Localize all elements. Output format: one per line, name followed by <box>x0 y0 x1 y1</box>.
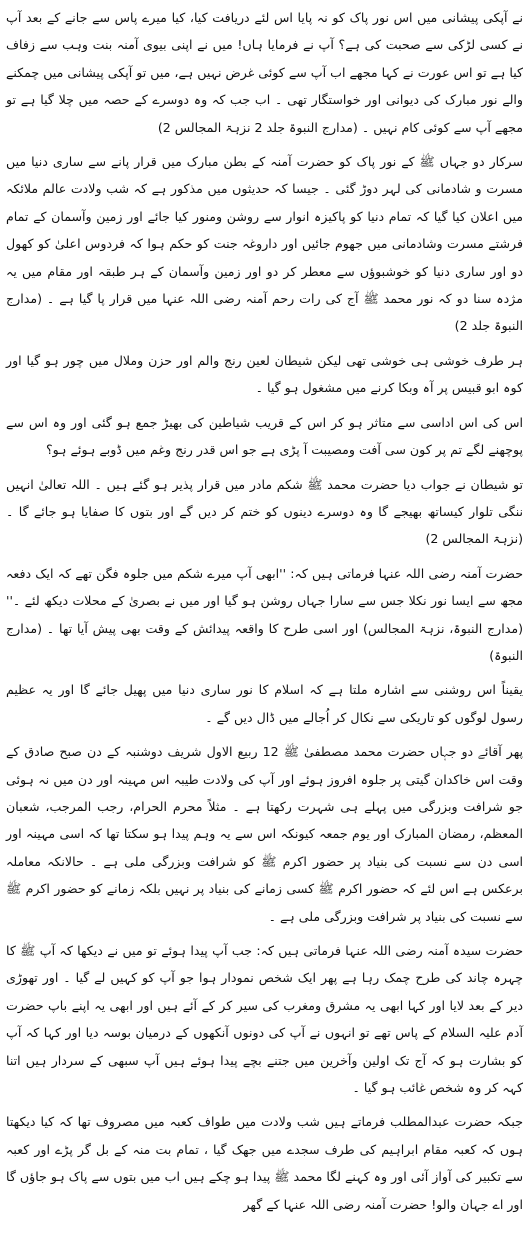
paragraph-conception-celebration: سرکار دو جہاں ﷺ کے نور پاک کو حضرت آمنہ کے بطن مبارک میں قرار پانے سے ساری دنیا میں مسرت و شادمانی کی لہر دوڑ گئی ۔ جیسا کہ حدیثوں میں مذکور ہے کہ شب ولادت عالم ملائکہ میں اعلان کیا گیا کہ تمام دنیا کو پاکیزہ انوار سے روشن ومنور کیا جائے اور زمین وآسمان کے تمام فرشتے مسرت وشادمانی میں جھوم جائیں اور داروغہ جنت کو حکم ہوا کہ فردوس اعلیٰ کو کھول دو اور ساری دنیا کو خوشبوؤں سے معطر کر دو اور زمین وآسمان کے ہر طبقہ اور مقام میں یہ مژدہ سنا دو کہ نور محمد ﷺ آج کی رات رحم آمنہ رضی اللہ عنہا میں قرار پا گیا ہے ۔ (مدارج النبوۃ جلد 2) <box>6 154 523 334</box>
paragraph-amina-light: حضرت آمنہ رضی اللہ عنہا فرماتی ہیں کہ: ''ابھی آپ میرے شکم میں جلوہ فگن تھے کہ ایک دفعہ مجھ سے ایسا نور نکلا جس سے سارا جہاں روشن ہو گیا اور میں نے بصریٰ کے محلات دیکھ لئے ۔'' (مدارج النبوۃ، نزہۃ المجالس) اور اسی طرح کا واقعہ پیدائش کے وقت بھی پیش آیا تھا ۔ (مدارج النبوۃ) <box>6 565 523 663</box>
paragraph-abdul-muttalib: جبکہ حضرت عبدالمطلب فرماتے ہیں شب ولادت میں طواف کعبہ میں مصروف تھا کہ کیا دیکھتا ہوں کہ کعبہ مقام ابراہیم کی طرف سجدے میں جھک گیا ، تمام بت منہ کے بل گر پڑے اور کعبہ سے تکبیر کی آواز آئی اور وہ کہنے لگا محمد ﷺ پیدا ہو چکے ہیں اب میں بتوں سے پاک ہو جاؤں گا اور اے جہان والو! حضرت آمنہ رضی اللہ عنہا کے گھر <box>6 1114 523 1212</box>
paragraph-shaitan-grief: ہر طرف خوشی ہی خوشی تھی لیکن شیطان لعین رنج والم اور حزن وملال میں چور ہو گیا اور کوہ ابو قبیس پر آہ وبکا کرنے میں مشغول ہو گیا ۔ <box>6 352 523 396</box>
paragraph-devils-question: اس کی اس اداسی سے متاثر ہو کر اس کے قریب شیاطین کی بھیڑ جمع ہو گئی اور وہ اس سے پوچھنے لگے تم پر کون سی آفت ومصیبت آ پڑی ہے جو اس قدر رنج وغم میں ڈوبے ہوئے ہو؟ <box>6 414 523 458</box>
paragraph-light-meaning: یقیناً اس روشنی سے اشارہ ملتا ہے کہ اسلام کا نور ساری دنیا میں پھیل جائے گا اور یہ عظیم رسول لوگوں کو تاریکی سے نکال کر اُجالے میں ڈال دیں گے ۔ <box>6 682 523 725</box>
paragraph-nur-story-ending: نے آپکی پیشانی میں اس نور پاک کو نہ پایا اس لئے دریافت کیا، کیا میرے پاس سے جانے کے بعد آپ نے کسی لڑکی سے صحبت کی ہے؟ آپ نے فرمایا ہاں! میں نے اپنی بیوی آمنہ بنت وہب سے زفاف کیا ہے تو اس عورت نے کہا مجھے اب آپ سے کوئی غرض نہیں ہے، میں تو آپکی پیشانی میں چمکنے والے نور مبارک کی دیوانی اور خواستگار تھی ۔ اب جب کہ وہ دوسرے کے حصہ میں چلا گیا ہے تو مجھے آپ سے کوئی کام نہیں ۔ (مدارج النبوۃ جلد 2 نزہۃ المجالس 2) <box>6 10 523 135</box>
paragraph-amina-testimony: حضرت سیدہ آمنہ رضی اللہ عنہا فرماتی ہیں کہ: جب آپ پیدا ہوئے تو میں نے دیکھا کہ آپ ﷺ کا چہرہ چاند کی طرح چمک رہا ہے پھر ایک شخص نمودار ہوا جو آپ کو کہیں لے گیا ۔ اور تھوڑی دیر کے بعد لایا اور کہا ابھی یہ مشرق ومغرب کی سیر کر کے آئے ہیں اور ابھی یہ اپنے باپ حضرت آدم علیہ السلام کے پاس تھے تو انہوں نے آپ کی دونوں آنکھوں کے درمیان بوسہ دیا اور کہا کہ آپ کو بشارت ہو کہ آج تک اولین وآخرین میں جتنے بچے پیدا ہوئے ہیں آپ سبھی کے سردار ہیں اتنا کہہ کر وہ شخص غائب ہو گیا ۔ <box>6 943 523 1096</box>
paragraph-shaitan-answer: تو شیطان نے جواب دیا حضرت محمد ﷺ شکم مادر میں قرار پذیر ہو گئے ہیں ۔ اللہ تعالیٰ انہیں ننگی تلوار کیساتھ بھیجے گا وہ دوسرے دینوں کو ختم کر دیں گے اور بتوں کا صفایا ہو جائے گا ۔ (نزہۃ المجالس 2) <box>6 476 523 547</box>
paragraph-birth-date: پھر آقائے دو جہاں حضرت محمد مصطفیٰ ﷺ 12 ربیع الاول شریف دوشنبہ کے دن صبح صادق کے وقت اس خاکدان گیتی پر جلوہ افروز ہوئے اور آپ کی ولادت طیبہ اس مہینہ اور دن میں نہ ہوئی جو شرافت وبزرگی میں پہلے ہی شہرت رکھتا ہے ۔ مثلاً محرم الحرام، رجب المرجب، شعبان المعظم، رمضان المبارک اور یوم جمعہ کیونکہ اس سے یہ وہم پیدا ہو سکتا تھا کہ اسی مہینہ اور اسی دن سے نسبت کی بنیاد پر حضور اکرم ﷺ کو شرافت وبزرگی ملی ہے ۔ حالانکہ معاملہ برعکس ہے اس لئے کہ حضور اکرم ﷺ کسی زمانے کی بنیاد پر نہیں بلکہ زمانے کو حضور اکرم ﷺ سے نسبت کی بنیاد پر شرافت وبزرگی ملی ہے ۔ <box>6 744 523 924</box>
